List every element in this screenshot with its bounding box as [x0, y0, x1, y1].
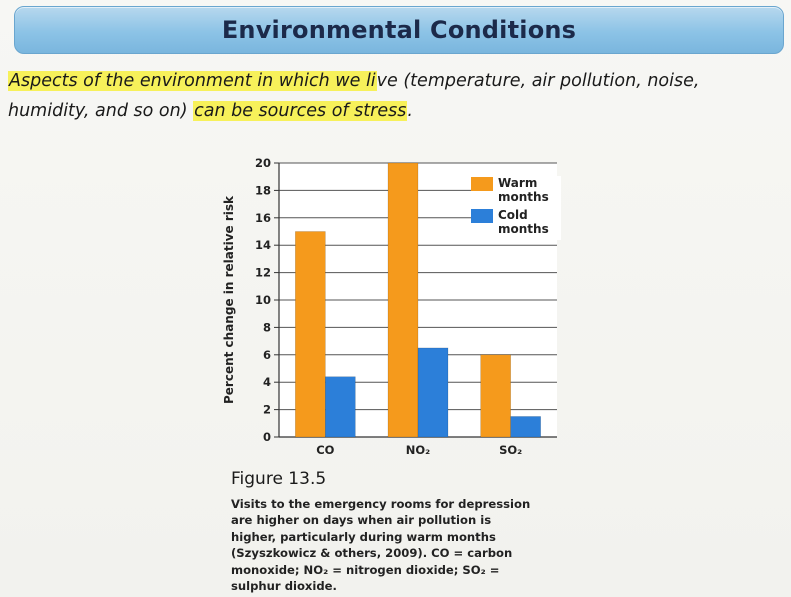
chart-legend — [471, 176, 561, 240]
x-tick-label-2: SO₂ — [499, 443, 523, 457]
legend-label-warm: Warm months — [498, 176, 549, 204]
y-tick-label-10: 10 — [254, 293, 271, 307]
legend-swatch-cold — [471, 209, 493, 223]
y-tick-label-18: 18 — [254, 183, 271, 198]
x-tick-label-1: NO₂ — [405, 443, 431, 457]
legend-label-cold: Cold months — [498, 208, 549, 236]
bar-cold-2 — [511, 416, 541, 437]
y-tick-label-2: 2 — [262, 402, 271, 417]
y-tick-label-12: 12 — [254, 265, 271, 280]
y-tick-label-14: 14 — [254, 238, 271, 253]
y-tick-label-20: 20 — [254, 156, 271, 170]
y-tick-label-6: 6 — [262, 347, 271, 362]
intro-paragraph — [8, 66, 778, 126]
legend-item-warm — [471, 176, 561, 204]
bar-warm-1 — [388, 163, 418, 437]
chart-y-axis-label: Percent change in relative risk — [222, 195, 236, 405]
y-tick-label-8: 8 — [262, 320, 271, 335]
figure-caption: Visits to the emergency rooms for depression are higher on days when air pollution is higher, particularly during warm months (Szyszkowicz & others, 2009). CO = carbon monoxide; NO₂ = nitrogen dioxide; SO₂ = sulphur dioxide. — [231, 497, 531, 594]
legend-swatch-warm — [471, 177, 493, 191]
intro-text-2: . — [407, 101, 413, 121]
intro-highlight-2: can be sources of stress — [194, 101, 407, 121]
intro-text-1: ve (temperature, air pollution, noise, humidity, and so on) — [8, 71, 700, 121]
x-tick-label-0: CO — [316, 443, 335, 457]
legend-item-cold — [471, 208, 561, 236]
bar-cold-0 — [325, 377, 355, 437]
y-tick-label-16: 16 — [254, 210, 271, 225]
figure-title: Figure 13.5 — [231, 469, 327, 489]
y-tick-label-0: 0 — [262, 430, 271, 444]
section-title: Environmental Conditions — [221, 16, 577, 44]
bar-cold-1 — [418, 348, 448, 437]
bar-warm-0 — [295, 232, 325, 438]
intro-highlight-1: Aspects of the environment in which we li — [9, 71, 376, 91]
y-tick-label-4: 4 — [262, 375, 271, 390]
bar-warm-2 — [481, 355, 511, 437]
section-banner — [14, 6, 784, 54]
